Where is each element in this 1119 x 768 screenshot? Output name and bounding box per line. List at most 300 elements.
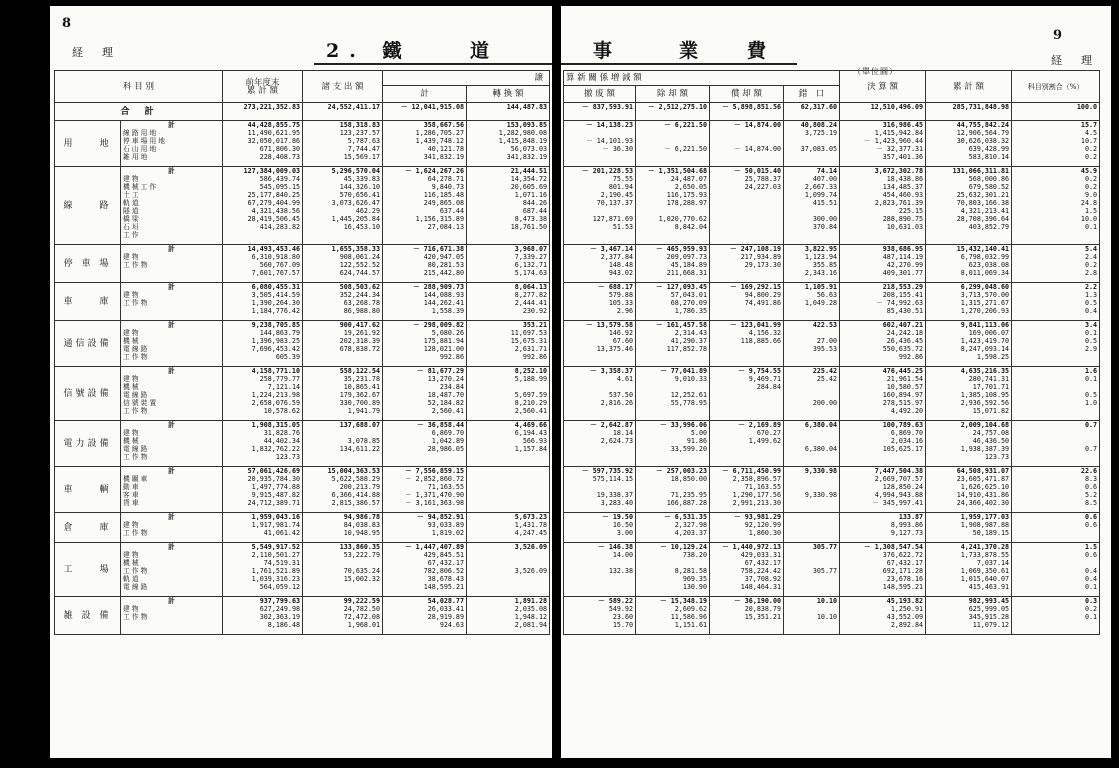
item-label: 機 械 工 作 (123, 183, 157, 191)
conv-values-value: 8,210.29 (514, 399, 548, 407)
prev-values-value: 1,184,776.42 (251, 307, 300, 315)
prev-values (223, 321, 303, 367)
ratio-values-value: 0.5 (1084, 337, 1098, 345)
calc-values-value: － 716,671.38 (413, 245, 464, 253)
calc-values-value: 6,869.70 (431, 429, 464, 437)
retire-values-value: 18,850.00 (670, 475, 707, 483)
remove-values-value: 3,283.40 (600, 499, 633, 507)
calc-values-value (385, 453, 464, 461)
misc-values-value: 407.00 (812, 175, 838, 183)
settle-values-value: 8,993.86 (890, 521, 924, 529)
settle-values-value: 148,595.21 (882, 583, 924, 591)
calc-values (383, 367, 467, 421)
prev-values-value: 564,059.12 (259, 583, 300, 591)
settle-values-value: 4,994,943.88 (874, 491, 924, 499)
calc-values-value (385, 231, 464, 239)
depr-values-value: － 9,754.55 (738, 367, 781, 375)
remove-values-value (566, 575, 633, 583)
ledger-row-1 (55, 167, 550, 245)
depr-values (710, 367, 784, 421)
group-name: 信號設備 (55, 367, 121, 421)
misc-values-value (786, 307, 837, 315)
depr-values-value: 9,469.71 (748, 375, 781, 383)
spend-values-value: 35,231.78 (343, 375, 380, 383)
group-name: 雑 設 備 (55, 597, 121, 635)
settle-values-value: 160,894.97 (882, 391, 924, 399)
misc-values-value: 1,049.28 (804, 299, 838, 307)
retire-values-value: － 6,221.50 (664, 121, 707, 129)
depr-values-value: 67,432.17 (744, 559, 781, 567)
calc-values-value: 93,033.89 (427, 521, 464, 529)
remove-values-value: － 36.30 (602, 145, 633, 153)
calc-values-value: 1,156,315.89 (415, 215, 464, 223)
item-label: 建 物 (123, 329, 139, 337)
prev-values-value: 4,158,771.10 (251, 367, 300, 375)
col-header-retire: 除 却 額 (636, 86, 710, 103)
remove-values-value: － 14,138.23 (586, 121, 633, 129)
spend-values-value: 86,988.80 (343, 307, 380, 315)
prev-values-value: 4,321,438.56 (251, 207, 300, 215)
depr-values-value (712, 345, 781, 353)
conv-values-value: 566.93 (522, 437, 548, 445)
remove-values (564, 421, 636, 467)
remove-values-value: 14.00 (612, 551, 633, 559)
misc-values-value (786, 583, 837, 591)
calc-values (383, 283, 467, 321)
cumul-values-value: 28,708,396.64 (956, 215, 1010, 223)
item-label: 電 線 路 (123, 345, 148, 353)
cumul-values (926, 321, 1012, 367)
remove-values-value: 51.53 (612, 223, 633, 231)
cumul-values-value: 64,508,931.07 (956, 467, 1010, 475)
calc-values (383, 513, 467, 543)
settle-values-value: 316,986.45 (882, 121, 924, 129)
spend-values-value: 7,744.47 (347, 145, 380, 153)
prev-values-value: 302,363.19 (259, 613, 300, 621)
calc-values-value: 71,163.55 (427, 483, 464, 491)
conv-values-value: 8,064.13 (514, 283, 548, 291)
calc-values-value: － 298,009.82 (413, 321, 464, 329)
item-label: 計 (168, 367, 175, 375)
misc-values-value: 10.10 (816, 613, 838, 621)
prev-values-value: 3,505,414.59 (251, 291, 300, 299)
item-label: 工 作 物 (123, 613, 148, 621)
cumul-values-value: 639,428.99 (968, 145, 1010, 153)
cumul-values (926, 367, 1012, 421)
conv-values-value: 8,252.10 (514, 367, 548, 375)
conv-values (467, 121, 550, 167)
total-depr: － 5,898,851.56 (710, 103, 784, 121)
spend-values-value: 72,472.08 (343, 613, 380, 621)
spend-values-value: 5,296,570.04 (331, 167, 380, 175)
calc-values-value: 144,088.93 (423, 291, 464, 299)
item-label: 軌 道 (123, 575, 139, 583)
depr-values-value (712, 129, 781, 137)
prev-values (223, 543, 303, 597)
retire-values-value: 1,020,770.62 (658, 215, 707, 223)
col-header-misc: 錯 口 (784, 86, 840, 103)
cumul-values-value: 15,432,140.41 (956, 245, 1010, 253)
retire-values-value (638, 153, 707, 161)
depr-values-value: 29,173.30 (744, 261, 781, 269)
retire-values-value (638, 407, 707, 415)
spend-values-value: 352,244.34 (339, 291, 380, 299)
item-label: 電 線 路 (123, 583, 148, 591)
spend-values (303, 543, 383, 597)
conv-values-value (469, 467, 547, 475)
spend-values-value: 1,941.79 (347, 407, 380, 415)
spend-values-value: 15,569.17 (343, 153, 380, 161)
depr-values-value (712, 353, 781, 361)
ratio-values-value (1014, 407, 1097, 415)
settle-values-value: 4,492.20 (890, 407, 924, 415)
remove-values-value (566, 383, 633, 391)
group-name: 車 庫 (55, 283, 121, 321)
item-label: 計 (168, 283, 175, 291)
spend-values-value: 1,445,205.84 (331, 215, 380, 223)
spend-values-value: 99,222.59 (343, 597, 380, 605)
item-label: 建 物 (123, 291, 139, 299)
depr-values-value (712, 137, 781, 145)
prev-values (223, 245, 303, 283)
col-header-settle: 決 算 額 (840, 71, 926, 103)
item-label: 工 作 物 (123, 299, 148, 307)
misc-values-value: 370.84 (812, 223, 838, 231)
prev-values-value: 74,519.31 (263, 559, 300, 567)
ratio-values (1012, 543, 1100, 597)
retire-values (636, 543, 710, 597)
ratio-values-value: 2.4 (1084, 253, 1098, 261)
calc-values-value: 128,021.00 (423, 345, 464, 353)
settle-values-value: 105,625.17 (882, 445, 924, 453)
prev-values-value: 414,283.82 (259, 223, 300, 231)
conv-values (467, 421, 550, 467)
misc-values-value (786, 559, 837, 567)
prev-values-value: 7,601,767.57 (251, 269, 300, 277)
item-label: 停 車 場 用 地 (123, 137, 165, 145)
misc-values-value (786, 383, 837, 391)
cumul-values-value: 11,079.12 (972, 621, 1010, 629)
depr-values-value (712, 399, 781, 407)
settle-values-value: 225.15 (898, 207, 924, 215)
calc-values-value: 234.84 (439, 383, 464, 391)
total-retire: － 2,512,275.10 (636, 103, 710, 121)
item-label: 石 垣 (123, 223, 139, 231)
ratio-values-value: 0.2 (1084, 605, 1098, 613)
depr-values-value: － 93,981.29 (734, 513, 781, 521)
prev-values-value: 9,915,487.82 (251, 491, 300, 499)
ratio-values-value: 8.3 (1084, 475, 1098, 483)
depr-values-value: 1,290,177.56 (732, 491, 781, 499)
retire-values-value: 45,184.89 (670, 261, 707, 269)
depr-values-value: － 50,015.40 (734, 167, 781, 175)
ratio-values (1012, 121, 1100, 167)
total-spend: 24,552,411.17 (303, 103, 383, 121)
cumul-values-value: 583,810.14 (968, 153, 1010, 161)
title-part-right: 道 (470, 40, 500, 62)
settle-values-value: 550,635.72 (882, 345, 924, 353)
item-label: 工 作 (123, 231, 139, 239)
col-header-cumul: 累 計 額 (926, 71, 1012, 103)
settle-values-value: 10,580.57 (886, 383, 924, 391)
col-header-depr: 償 却 額 (710, 86, 784, 103)
calc-values (383, 597, 467, 635)
calc-values-value: 420,947.05 (423, 253, 464, 261)
prev-values (223, 421, 303, 467)
spend-values-value: 5,787.63 (347, 137, 380, 145)
prev-values-value: 1,917,981.74 (251, 521, 300, 529)
prev-values-value: 1,039,316.23 (251, 575, 300, 583)
ledger-row-right-6 (564, 421, 1100, 467)
total-remove: － 837,593.91 (564, 103, 636, 121)
prev-values-value: 24,712,389.71 (247, 499, 300, 507)
ratio-values-value: 0.4 (1084, 567, 1098, 575)
conv-values-value: 341,832.19 (506, 153, 548, 161)
prev-values-value: 144,863.79 (259, 329, 300, 337)
settle-values-value: 133.87 (898, 513, 924, 521)
spend-values-value: 202,318.39 (339, 337, 380, 345)
misc-values-value: 6,380.04 (804, 445, 838, 453)
cumul-values-value: 280,741.31 (968, 375, 1010, 383)
ledger-row-right-3 (564, 283, 1100, 321)
depr-values-value: 4,156.32 (748, 329, 781, 337)
remove-values-value: 15.70 (612, 621, 633, 629)
cumul-values (926, 543, 1012, 597)
spend-values-value: 508,503.62 (339, 283, 380, 291)
total-calc: － 12,041,915.08 (383, 103, 467, 121)
spend-values-value: 94,986.78 (343, 513, 380, 521)
retire-values-value: 55,778.95 (670, 399, 707, 407)
conv-values-value (469, 483, 547, 491)
ledger-row-0 (55, 121, 550, 167)
remove-values-value (566, 129, 633, 137)
item-label: 計 (168, 321, 175, 329)
group-name: 工 場 (55, 543, 121, 597)
spend-values (303, 283, 383, 321)
cumul-values-value: 17,701.71 (972, 383, 1010, 391)
prev-values-value: 1,832,762.22 (251, 445, 300, 453)
calc-values-value: － 288,909.73 (413, 283, 464, 291)
item-label: 石 山 用 地 (123, 145, 157, 153)
retire-values-value: 71,235.95 (670, 491, 707, 499)
spend-values-value: 3,078.85 (347, 437, 380, 445)
ledger-row-5 (55, 367, 550, 421)
prev-values-value: 44,402.34 (263, 437, 300, 445)
misc-values-value: 9,330.98 (804, 491, 838, 499)
settle-values (840, 167, 926, 245)
remove-values (564, 367, 636, 421)
settle-values (840, 513, 926, 543)
ledger-row-right-10 (564, 597, 1100, 635)
remove-values-value: － 14,101.93 (586, 137, 633, 145)
col-header-remove: 撤 废 額 (564, 86, 636, 103)
spend-values (303, 597, 383, 635)
depr-values-value (712, 199, 781, 207)
conv-values (467, 513, 550, 543)
group-name: 線 路 (55, 167, 121, 245)
calc-values-value: 18,487.70 (427, 391, 464, 399)
cumul-values-value: 8,011,069.34 (960, 269, 1010, 277)
ratio-values-value: 0.2 (1084, 153, 1098, 161)
cumul-values-value: 46,436.50 (972, 437, 1010, 445)
spend-values-value (305, 453, 380, 461)
spend-values-value: 84,038.83 (343, 521, 380, 529)
ratio-values (1012, 321, 1100, 367)
ratio-values-value (1014, 429, 1097, 437)
unit-label: （單位圓） (853, 67, 898, 76)
ratio-values-value: 24.8 (1080, 199, 1098, 207)
retire-values-value: 8,281.58 (674, 567, 707, 575)
ratio-values-value: 5.4 (1084, 245, 1098, 253)
running-header-right: 経 理 (1051, 54, 1096, 67)
spend-values-value: 462.29 (355, 207, 380, 215)
misc-values-value: 74.14 (816, 167, 838, 175)
spend-values-value: 200,213.79 (339, 483, 380, 491)
depr-values (710, 543, 784, 597)
misc-values-value (786, 605, 837, 613)
depr-values-value: 1,860.30 (748, 529, 781, 537)
remove-values-value: － 3,467.14 (590, 245, 633, 253)
depr-values-value: 2,991,213.30 (732, 499, 781, 507)
spend-values-value: 122,552.52 (339, 261, 380, 269)
remove-values-value (566, 453, 633, 461)
prev-values-value: 2,110,501.27 (251, 551, 300, 559)
retire-values-value: 1,151.61 (674, 621, 707, 629)
depr-values-value: － 36,190.00 (734, 597, 781, 605)
calc-values-value: － 94,852.91 (417, 513, 464, 521)
depr-values-value (712, 215, 781, 223)
conv-values-value (469, 583, 547, 591)
depr-values (710, 421, 784, 467)
settle-values-value: 2,034.16 (890, 437, 924, 445)
cumul-values-value: 1,938,387.39 (960, 445, 1010, 453)
ratio-values-value (1014, 383, 1097, 391)
group-items (121, 283, 223, 321)
depr-values-value (712, 231, 781, 239)
conv-values-value: 3,968.07 (514, 245, 548, 253)
item-label: 機 械 (123, 559, 139, 567)
conv-values-value: 7,339.27 (514, 253, 548, 261)
retire-values (636, 421, 710, 467)
calc-values-value: 9,840.73 (431, 183, 464, 191)
prev-values-value: 6,080,455.31 (251, 283, 300, 291)
conv-values (467, 597, 550, 635)
remove-values-value (566, 583, 633, 591)
conv-values-value: 687.44 (522, 207, 548, 215)
group-items (121, 121, 223, 167)
misc-values-value (786, 231, 837, 239)
depr-values-value (712, 445, 781, 453)
ratio-values (1012, 367, 1100, 421)
total-settle: 12,510,496.09 (840, 103, 926, 121)
prev-values (223, 367, 303, 421)
retire-values-value (638, 383, 707, 391)
misc-values-value (786, 475, 837, 483)
remove-values-value: 13,375.46 (596, 345, 633, 353)
remove-values-value (566, 231, 633, 239)
conv-values-value (469, 383, 547, 391)
retire-values-value: 57,043.01 (670, 291, 707, 299)
settle-values-value: 134,485.37 (882, 183, 924, 191)
misc-values-value: 305.77 (812, 567, 838, 575)
ratio-values-value: 0.1 (1084, 375, 1098, 383)
spend-values-value (305, 231, 380, 239)
spend-values (303, 513, 383, 543)
item-label: 建 物 (123, 253, 139, 261)
item-label: 橋 梁 (123, 215, 139, 223)
settle-values-value: － 74,992.63 (876, 299, 924, 307)
remove-values-value: 2.96 (616, 307, 633, 315)
misc-values (784, 283, 840, 321)
retire-values-value (638, 129, 707, 137)
prev-values-value: 14,493,453.46 (247, 245, 300, 253)
retire-values-value: 130.90 (682, 583, 707, 591)
spend-values-value: 1,968.01 (347, 621, 380, 629)
ratio-values-value: 0.1 (1084, 329, 1098, 337)
conv-values (467, 367, 550, 421)
cumul-values-value: 4,321,213.41 (960, 207, 1010, 215)
remove-values-value: 132.38 (608, 567, 633, 575)
calc-values-value: 67,432.17 (427, 559, 464, 567)
calc-values (383, 121, 467, 167)
cumul-values-value: 24,757.08 (972, 429, 1010, 437)
settle-values-value: 100,789.63 (882, 421, 924, 429)
settle-values-value: 357,401.36 (882, 153, 924, 161)
settle-values-value: 26,436.45 (886, 337, 924, 345)
remove-values-value: 2,816.26 (600, 399, 633, 407)
cumul-values-value: 625,999.05 (968, 605, 1010, 613)
spend-values-value (305, 583, 380, 591)
conv-values-value: 8,473.38 (514, 215, 548, 223)
ratio-values-value (1014, 353, 1097, 361)
ratio-values-value: 10.7 (1080, 137, 1098, 145)
misc-values-value: 395.53 (812, 345, 838, 353)
remove-values-value: 18.14 (612, 429, 633, 437)
spend-values (303, 121, 383, 167)
prev-values-value: 258,779.77 (259, 375, 300, 383)
remove-values-value: 943.02 (608, 269, 633, 277)
ratio-values-value (1014, 453, 1097, 461)
conv-values-value: 6,194.43 (514, 429, 548, 437)
cumul-values-value: 1,959,177.03 (960, 513, 1010, 521)
spend-values-value: 330,700.89 (339, 399, 380, 407)
ratio-values-value: 15.7 (1080, 121, 1098, 129)
settle-values-value: 18,438.86 (886, 175, 924, 183)
ratio-values-value: 0.4 (1084, 307, 1098, 315)
cumul-values-value: 15,071.82 (972, 407, 1010, 415)
retire-values (636, 283, 710, 321)
conv-values-value: 844.26 (522, 199, 548, 207)
item-label: 雑 用 地 (123, 153, 148, 161)
prev-values-value: 41,061.42 (263, 529, 300, 537)
settle-values-value: 9,127.73 (890, 529, 924, 537)
depr-values-value (712, 621, 781, 629)
retire-values-value: 41,290.37 (670, 337, 707, 345)
calc-values-value: 26,033.41 (427, 605, 464, 613)
retire-values-value (638, 483, 707, 491)
cumul-values-value: 2,009,104.68 (960, 421, 1010, 429)
col-header-conv: 轉 換 額 (467, 86, 550, 103)
ratio-values-value: 0.2 (1084, 261, 1098, 269)
conv-values-value: 5,188.99 (514, 375, 548, 383)
prev-values (223, 467, 303, 513)
conv-values-value: 6,132.71 (514, 261, 548, 269)
misc-values-value: 225.42 (812, 367, 838, 375)
settle-values-value: 10,631.03 (886, 223, 924, 231)
misc-values-value (786, 499, 837, 507)
settle-values-value: 24,242.18 (886, 329, 924, 337)
settle-values-value: 7,447,504.38 (874, 467, 924, 475)
